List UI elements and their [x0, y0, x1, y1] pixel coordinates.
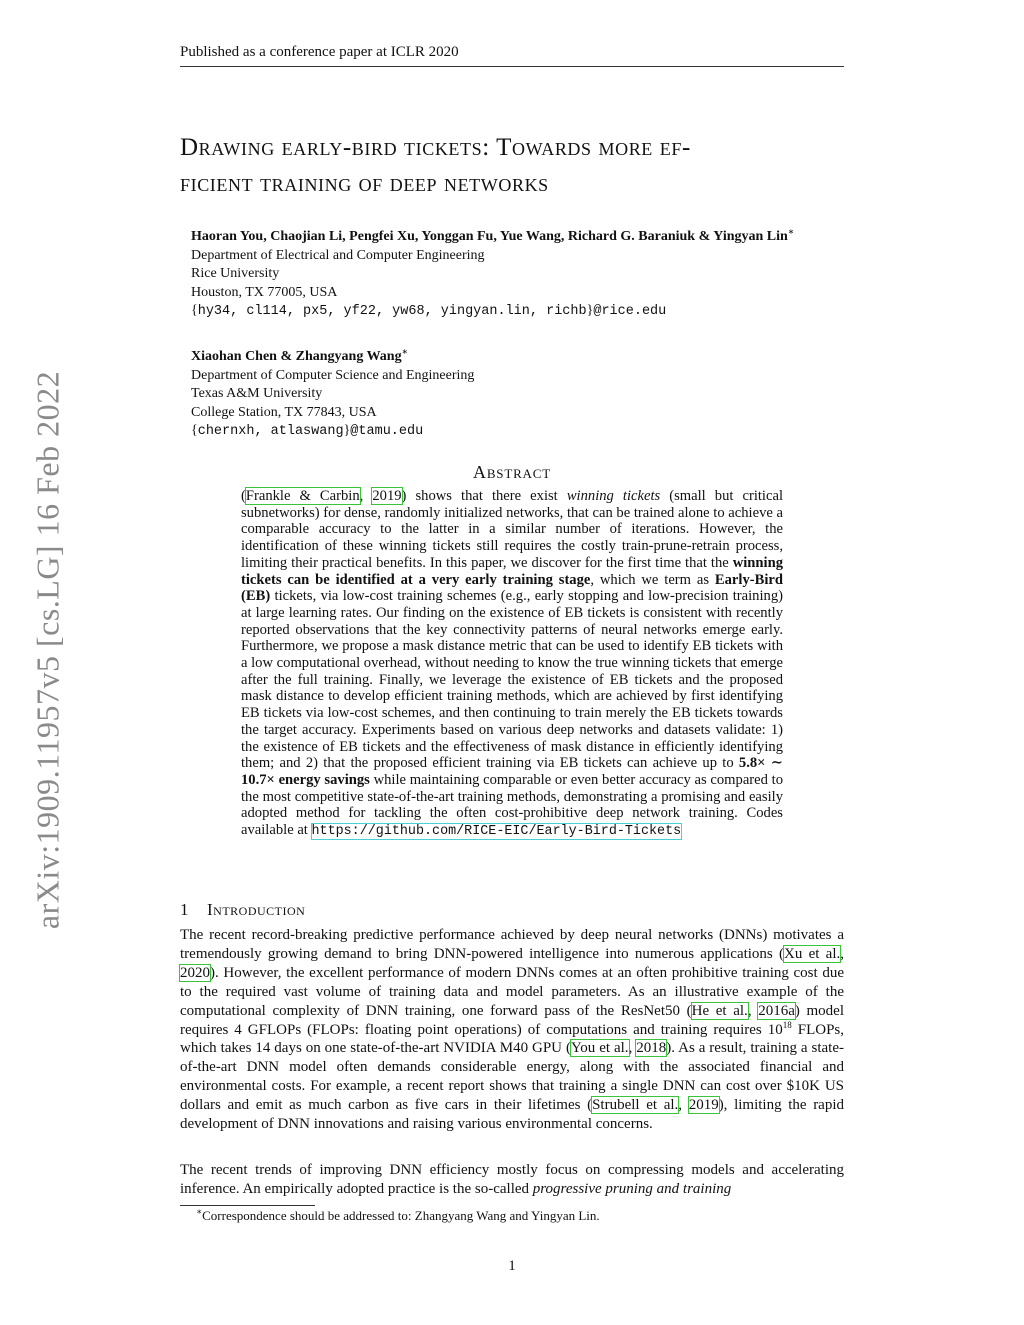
author-block-tamu — [191, 348, 851, 442]
author-names: Xiaohan Chen & Zhangyang Wang∗ — [191, 346, 408, 364]
page-number: 1 — [508, 1258, 516, 1274]
arxiv-identifier: arXiv:1909.11957v5 [cs.LG] 16 Feb 2022 — [29, 370, 66, 930]
citation-link[interactable]: Strubell et al. — [592, 1097, 679, 1114]
abstract-body: (Frankle & Carbin, 2019) shows that there exist winning tickets (small but critical subnetworks) for dense, randomly initialized networks, that can be trained alone to achieve a comparable accuracy to the latter in a similar number of iterations. However, the identification of these winning tickets still requires the costly train-prune-retrain process, limiting their practical benefits. In this paper, we discover for the first time that the winning tickets can be identified at a very early training stage, which we term as Early-Bird (EB) tickets, via low-cost training schemes (e.g., early stopping and low-precision training) at large learning rates. Our finding on the existence of EB tickets is consistent with recently reported observations that the key connectivity patterns of neural networks emerge early. Furthermore, we propose a mask distance metric that can be used to identify EB tickets with a low computational overhead, without needing to know the true winning tickets that emerge after the full training. Finally, we leverage the existence of EB tickets and the proposed mask distance to develop efficient training methods, which are achieved by first identifying EB tickets via low-cost schemes, and then continuing to train merely the EB tickets towards the target accuracy. Experiments based on various deep networks and datasets validate: 1) the existence of EB tickets and the effectiveness of mask distance in efficiently identifying them; and 2) that the proposed efficient training via EB tickets can achieve up to 5.8× ∼ 10.7× energy savings while maintaining comparable or even better accuracy as compared to the most competitive state-of-the-art training methods, demonstrating a promising and easily adopted method for tackling the often cost-prohibitive deep network training. Codes available at https://github.com/RICE-EIC/Early-Bird-Tickets — [241, 488, 784, 840]
paper-title — [180, 130, 850, 202]
citation-link[interactable]: Frankle & Carbin — [245, 488, 360, 504]
author-emails: {hy34, cl114, px5, yf22, yw68, yingyan.lin, richb}@rice.edu — [191, 303, 667, 319]
citation-year-link[interactable]: 2016a — [758, 1002, 795, 1019]
author-university: Rice University — [191, 266, 280, 281]
header-rule — [180, 66, 844, 67]
intro-paragraph-1: The recent record-breaking predictive performance achieved by deep neural networks (DNNs) motivates a tremendously growing demand to bring DNN-powered intelligence into numerous applications (Xu et al., 2020). However, the excellent performance of modern DNNs comes at an often prohibitive training cost due to the required vast volume of training data and model parameters. As an illustrative example of the computational complexity of DNN training, one forward pass of the ResNet50 (He et al., 2016a) model requires 4 GFLOPs (FLOPs: floating point operations) of computations and training requires $10^{18}$ FLOPs, which takes 14 days on one state-of-the-art NVIDIA M40 GPU (You et al., 2018). As a result, training a state-of-the-art DNN model often demands considerable energy, along with the associated financial and environmental costs. For example, a recent report shows that training a single DNN can cost over $10K US dollars and emit as much carbon as five cars in their lifetimes (Strubell et al., 2019), limiting the rapid development of DNN innovations and raising various environmental concerns. — [180, 927, 845, 1133]
title-line-1: Drawing early-bird tickets: Towards more ef- — [180, 134, 691, 161]
citation-year-link[interactable]: 2019 — [372, 488, 402, 504]
author-block-rice — [191, 228, 851, 322]
author-department: Department of Electrical and Computer Engineering — [191, 247, 485, 263]
citation-year-link[interactable]: 2020 — [180, 964, 210, 981]
author-location: College Station, TX 77843, USA — [191, 404, 377, 420]
running-header: Published as a conference paper at ICLR 2020 — [180, 44, 459, 60]
code-url-link[interactable]: https://github.com/RICE-EIC/Early-Bird-Tickets — [311, 824, 682, 840]
author-location: Houston, TX 77005, USA — [191, 284, 338, 300]
author-names: Haoran You, Chaojian Li, Pengfei Xu, Yonggan Fu, Yue Wang, Richard G. Baraniuk & Yingyan Lin∗ — [191, 226, 795, 244]
intro-paragraph-2: The recent trends of improving DNN efficiency mostly focus on compressing models and accelerating inference. An empirically adopted practice is the so-called progressive pruning and training — [180, 1162, 844, 1197]
abstract-heading: Abstract — [473, 462, 551, 482]
footnote: ∗Correspondence should be addressed to: Zhangyang Wang and Yingyan Lin. — [196, 1206, 600, 1223]
citation-link[interactable]: Xu et al. — [784, 945, 841, 962]
author-university: Texas A&M University — [191, 386, 323, 401]
title-line-2: ficient training of deep networks — [180, 170, 549, 197]
citation-link[interactable]: He et al. — [691, 1002, 748, 1019]
citation-link[interactable]: You et al. — [570, 1040, 629, 1057]
section-heading-introduction: 1 Introduction — [180, 900, 306, 919]
author-emails: {chernxh, atlaswang}@tamu.edu — [191, 423, 424, 439]
citation-year-link[interactable]: 2018 — [636, 1040, 667, 1057]
citation-year-link[interactable]: 2019 — [688, 1097, 719, 1114]
author-department: Department of Computer Science and Engineering — [191, 367, 475, 383]
